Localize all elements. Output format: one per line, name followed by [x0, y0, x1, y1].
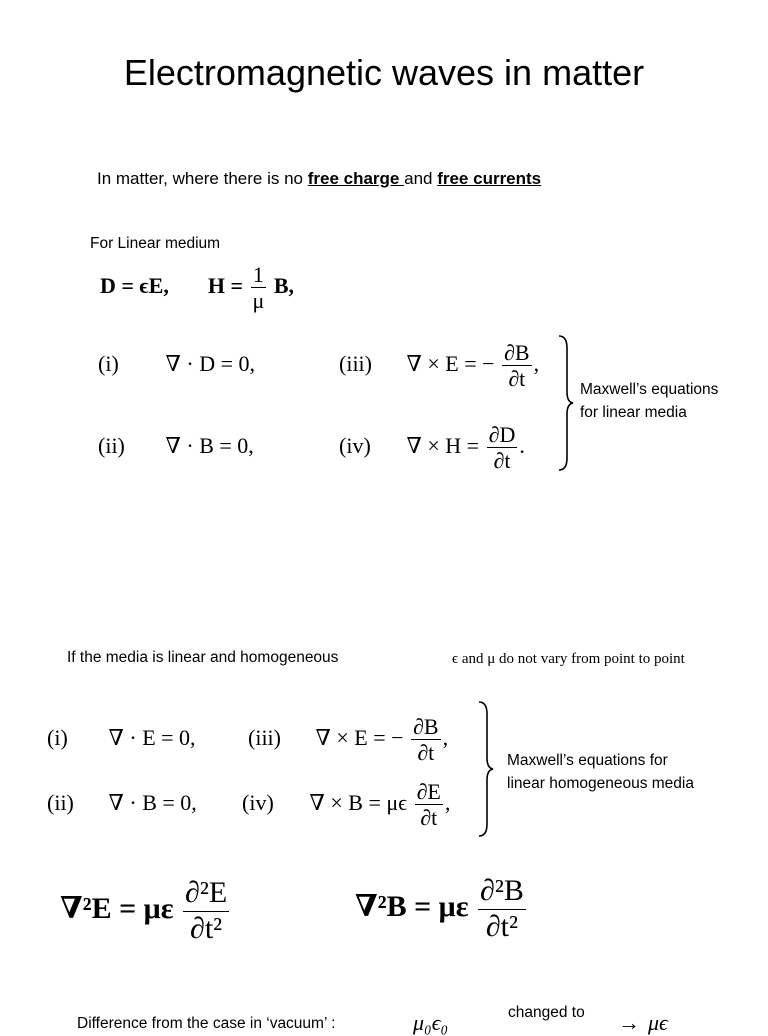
slide-title: Electromagnetic waves in matter: [123, 52, 645, 93]
eq-h-label-ii: (ii): [47, 789, 74, 815]
vacuum-symbol: μ₀ϵ₀: [413, 1010, 449, 1035]
h-curl-e-num: ∂B: [413, 714, 439, 739]
intro-prefix: In matter, where there is no: [97, 169, 308, 188]
wave-equation-b: [355, 874, 528, 944]
caption-linear-line1: Maxwell’s equations: [580, 381, 719, 398]
h-curl-b-end: ,: [444, 789, 451, 815]
brace-homogeneous: [475, 700, 495, 838]
linear-medium-label: For Linear medium: [90, 235, 221, 252]
h-div-b-equation: ∇ · B = 0,: [108, 789, 197, 815]
changed-to-label: changed to: [508, 1004, 585, 1021]
eq-label-ii: (ii): [98, 432, 125, 458]
div-d-equation: ∇ · D = 0,: [165, 350, 255, 376]
curl-e-fraction: [502, 340, 532, 392]
h-curl-b-num: ∂E: [416, 779, 441, 804]
h-fraction-num: 1: [251, 262, 267, 288]
caption-linear-line2: for linear media: [580, 404, 687, 421]
wave-e-den: ∂t²: [190, 911, 223, 945]
caption-homogeneous: [507, 749, 694, 795]
wave-equation-e: [60, 876, 231, 946]
intro-text: [97, 169, 541, 189]
div-b-equation: ∇ · B = 0,: [165, 432, 254, 458]
eq-label-i: (i): [98, 350, 119, 376]
homogeneous-label: If the media is linear and homogeneous: [67, 649, 339, 666]
wave-b-lhs: ∇²B = με: [355, 889, 469, 923]
wave-b-den: ∂t²: [485, 909, 518, 943]
h-curl-b-den: ∂t: [420, 805, 438, 831]
h-curl-e-end: ,: [442, 724, 449, 750]
intro-and: and: [404, 169, 438, 188]
maxwell-linear-row1: [98, 340, 539, 392]
caption-homog-line1: Maxwell’s equations for: [507, 752, 668, 769]
curl-h-end: .: [519, 432, 525, 458]
curl-h-den: ∂t: [493, 448, 511, 474]
h-fraction: [251, 262, 267, 314]
eq-label-iv: (iv): [339, 432, 371, 458]
eq-h-label-iii: (iii): [248, 724, 281, 750]
eq-h-label-iv: (iv): [242, 789, 274, 815]
curl-h-lhs: ∇ × H =: [406, 432, 480, 458]
h-curl-e-fraction: [411, 714, 441, 766]
arrow-symbol: →: [618, 1010, 640, 1035]
wave-e-lhs: ∇²E = με: [60, 891, 174, 925]
eq-h-label-i: (i): [47, 724, 68, 750]
maxwell-homog-row1: [47, 714, 448, 766]
h-curl-e-den: ∂t: [417, 740, 435, 766]
wave-e-fraction: [183, 876, 229, 946]
h-relation-lhs: H =: [207, 272, 244, 298]
caption-linear: [580, 378, 718, 424]
curl-h-num: ∂D: [488, 422, 516, 447]
curl-h-fraction: [487, 422, 518, 474]
h-curl-b-lhs: ∇ × B = μϵ: [309, 789, 408, 815]
eq-label-iii: (iii): [339, 350, 372, 376]
constitutive-relations: [100, 262, 294, 314]
maxwell-linear-row2: [98, 422, 525, 474]
maxwell-homog-row2: [47, 779, 450, 831]
wave-b-num: ∂²B: [478, 874, 526, 910]
brace-linear: [555, 334, 575, 472]
caption-homog-line2: linear homogeneous media: [507, 775, 694, 792]
curl-e-end: ,: [533, 350, 540, 376]
h-curl-e-lhs: ∇ × E = −: [315, 724, 404, 750]
wave-e-num: ∂²E: [183, 876, 229, 912]
div-e-equation: ∇ · E = 0,: [108, 724, 196, 750]
difference-text: Difference from the case in ‘vacuum’ :: [77, 1015, 336, 1032]
wave-b-fraction: [478, 874, 526, 944]
matter-symbol: μϵ: [648, 1010, 668, 1035]
d-relation: D = ϵE,: [100, 272, 169, 298]
h-relation-rhs: B,: [273, 272, 294, 298]
h-curl-b-fraction: [415, 779, 443, 831]
free-charge-text: free charge: [307, 169, 405, 188]
homogeneous-note: ϵ and μ do not vary from point to point: [452, 651, 685, 667]
curl-e-lhs: ∇ × E = −: [406, 350, 495, 376]
curl-e-den: ∂t: [508, 366, 526, 392]
free-currents-text: free currents: [437, 169, 542, 188]
curl-e-num: ∂B: [504, 340, 530, 365]
h-fraction-den: μ: [252, 288, 265, 314]
